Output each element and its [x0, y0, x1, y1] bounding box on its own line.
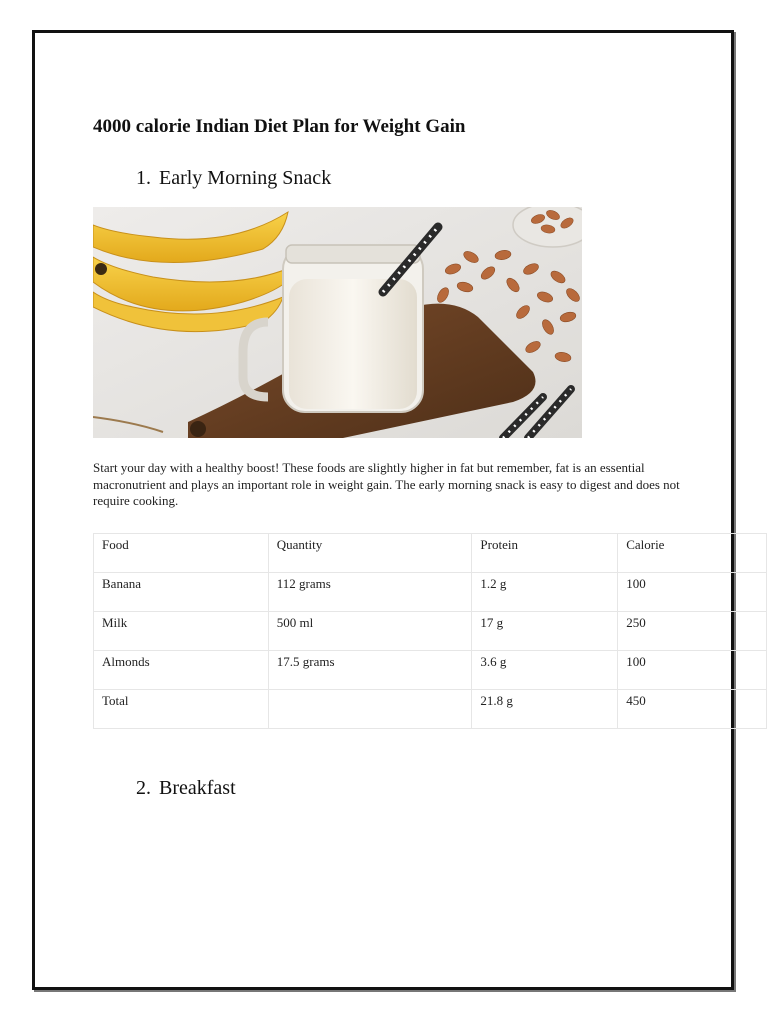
header-cell: Food	[94, 534, 269, 573]
table-cell: Total	[94, 690, 269, 729]
table-cell: 250	[618, 612, 767, 651]
banana-milkshake-photo	[93, 207, 582, 438]
intro-paragraph: Start your day with a healthy boost! These foods are slightly higher in fat but remember, fat is an essential macronutrient and plays an important role in weight gain. The early morning snack is easy to digest and does not require cooking.	[93, 460, 680, 508]
section-heading-early-morning-snack	[136, 167, 331, 190]
table-cell: 1.2 g	[472, 573, 618, 612]
table-cell: 3.6 g	[472, 651, 618, 690]
section-heading-text: Breakfast	[159, 777, 236, 799]
table-cell: Milk	[94, 612, 269, 651]
table-cell: 17.5 grams	[268, 651, 472, 690]
header-cell: Quantity	[268, 534, 472, 573]
table-cell: 450	[618, 690, 767, 729]
header-cell: Protein	[472, 534, 618, 573]
table-total-row	[94, 690, 767, 729]
table-row	[94, 651, 767, 690]
table-cell: Almonds	[94, 651, 269, 690]
table-cell	[268, 690, 472, 729]
table-cell: 100	[618, 573, 767, 612]
header-cell: Calorie	[618, 534, 767, 573]
table-cell: 17 g	[472, 612, 618, 651]
photo-illustration	[93, 207, 582, 438]
table-cell: 112 grams	[268, 573, 472, 612]
section-number: 2.	[136, 777, 151, 799]
table-row	[94, 612, 767, 651]
table-cell: Banana	[94, 573, 269, 612]
table-cell: 500 ml	[268, 612, 472, 651]
table-header-row	[94, 534, 767, 573]
document-title: 4000 calorie Indian Diet Plan for Weight Gain	[93, 116, 466, 137]
table-cell: 21.8 g	[472, 690, 618, 729]
food-table	[93, 533, 767, 729]
section-heading-breakfast	[136, 777, 236, 800]
table-cell: 100	[618, 651, 767, 690]
section-heading-text: Early Morning Snack	[159, 167, 332, 189]
section-number: 1.	[136, 167, 151, 189]
table-row	[94, 573, 767, 612]
